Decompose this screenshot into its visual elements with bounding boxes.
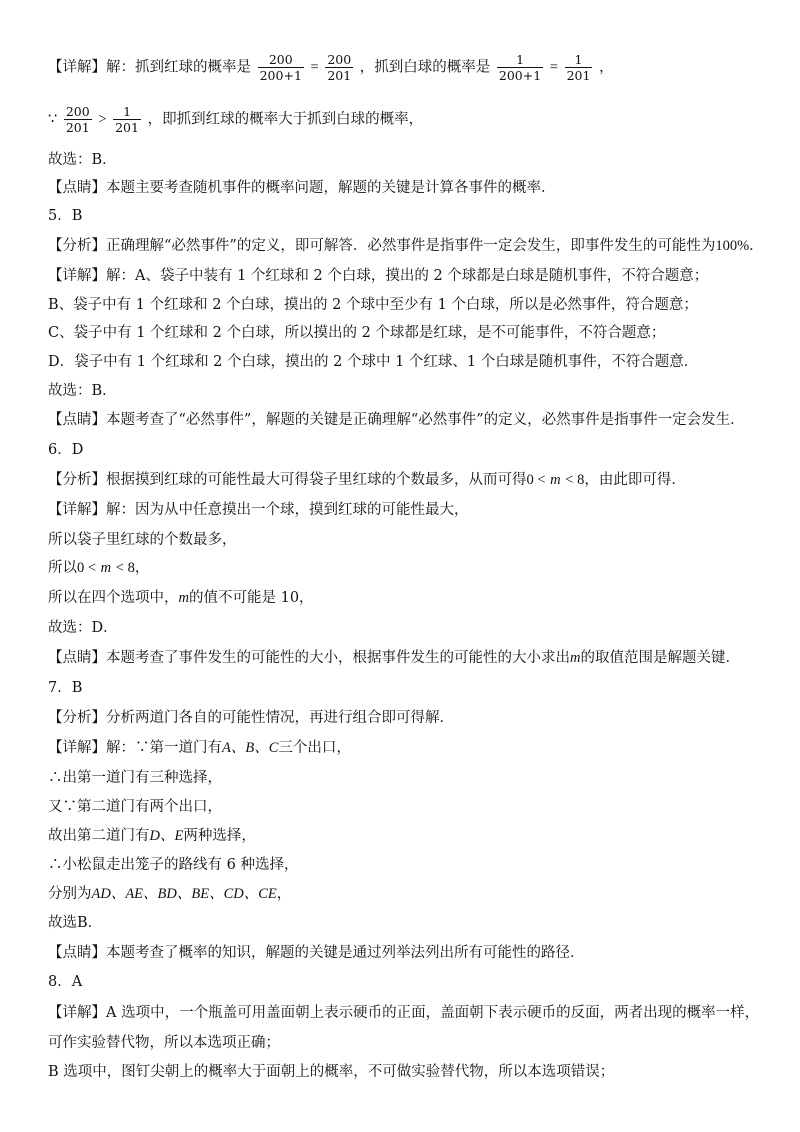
text-segment: 的值不可能是 10， [188, 590, 314, 606]
line-29: 故选B． [48, 915, 103, 931]
text-segment: 的取值范围是解题关键． [580, 650, 740, 666]
line-4: 【点睛】本题主要考查随机事件的概率问题，解题的关键是计算各事件的概率． [48, 180, 556, 196]
line-20 [48, 648, 770, 668]
text-segment: ，抓到白球的概率是 [359, 59, 491, 76]
line-33: 可作实验替代物，所以本选项正确； [48, 1035, 280, 1051]
text-segment: ，即抓到红球的概率大于抓到白球的概率， [147, 111, 424, 128]
line-18 [48, 588, 770, 608]
text-segment: ， [276, 886, 292, 902]
text-segment: 三个出口， [278, 740, 351, 756]
line-12: 【点睛】本题考查了“必然事件”，解题的关键是正确理解“必然事件”的定义，必然事件是指事件一定会发生． [48, 412, 745, 428]
line-25: 又∵第二道门有两个出口， [48, 799, 222, 815]
line-30: 【点睛】本题考查了概率的知识，解题的关键是通过列举法列出所有可能性的路径． [48, 945, 585, 961]
line-19: 故选：D． [48, 620, 118, 636]
line-14: 【分析】根据摸到红球的可能性最大可得袋子里红球的个数最多，从而可得0 < m < 8，由此即可得． [48, 472, 686, 488]
math-variable: AD、AE、BD、BE、CD、CE [91, 886, 277, 902]
fraction: $\frac{200}{201}$ [65, 104, 90, 135]
line-17: 所以0 < m < 8， [48, 560, 150, 576]
line-1 [48, 52, 770, 83]
math-variable: A、B、C [222, 740, 279, 756]
line-23 [48, 738, 770, 758]
text-segment: 【详解】解：∵第一道门有 [48, 740, 222, 756]
math-variable: m [570, 650, 581, 666]
line-11: 故选：B． [48, 383, 117, 399]
line-26 [48, 826, 770, 846]
text-segment: ，由此即可得． [584, 472, 686, 488]
line-21: 7．B [48, 680, 83, 696]
equals-sign: = [549, 59, 558, 76]
line-2 [48, 104, 770, 135]
line-24: ∴出第一道门有三种选择， [48, 770, 222, 786]
line-5: 5．B [48, 208, 83, 224]
line-22: 【分析】分析两道门各自的可能性情况，再进行组合即可得解． [48, 710, 454, 726]
line-9: C、袋子中有 1 个红球和 2 个白球，所以摸出的 2 个球都是红球，是不可能事件，不符合题意； [48, 325, 666, 341]
line-34: B 选项中，图钉尖朝上的概率大于面朝上的概率，不可做实验替代物，所以本选项错误； [48, 1064, 615, 1080]
text-segment: 故出第二道门有 [48, 828, 150, 844]
fraction: $\frac{1}{201}$ [115, 104, 139, 135]
math-variable: D、E [149, 828, 184, 844]
equals-sign: = [310, 59, 319, 76]
line-7: 【详解】解：A、袋子中装有 1 个红球和 2 个白球，摸出的 2 个球都是白球是随机事件，不符合题意； [48, 268, 709, 284]
text-segment: 【分析】正确理解“必然事件”的定义，即可解答．必然事件是指事件一定会发生，即事件发生的可能性为 [48, 238, 716, 254]
fraction: $\frac{200}{200+1}$ [259, 52, 302, 83]
text-segment: 【详解】解：抓到红球的概率是 [48, 59, 251, 76]
fraction: $\frac{1}{200+1}$ [498, 52, 542, 83]
text-segment: 【点睛】本题考查了事件发生的可能性的大小，根据事件发生的可能性的大小求出 [48, 650, 570, 666]
line-15: 【详解】解：因为从中任意摸出一个球，摸到红球的可能性最大， [48, 502, 469, 518]
fraction: $\frac{200}{201}$ [327, 52, 352, 83]
text-segment: ． [749, 238, 764, 254]
text-segment: ， [134, 560, 150, 576]
text-segment: 所以 [48, 560, 77, 576]
math-variable: m [550, 472, 561, 488]
line-6 [48, 236, 770, 256]
text-segment: 两种选择， [183, 828, 256, 844]
line-16: 所以袋子里红球的个数最多， [48, 532, 237, 548]
line-32: 【详解】A 选项中，一个瓶盖可用盖面朝上表示硬币的正面，盖面朝下表示硬币的反面，两者出现的概率一样， [48, 1005, 760, 1021]
greater-than-sign: > [98, 111, 107, 128]
math-variable: m [100, 560, 112, 576]
fraction: $\frac{1}{201}$ [566, 52, 591, 83]
line-10: D．袋子中有 1 个红球和 2 个白球，摸出的 2 个球中 1 个红球、1 个白球是随机事件，不符合题意． [48, 354, 699, 370]
text-segment: ， [599, 59, 614, 76]
line-8: B、袋子中有 1 个红球和 2 个白球，摸出的 2 个球中至少有 1 个白球，所以是必然事件，符合题意； [48, 297, 698, 313]
text-segment: 【分析】根据摸到红球的可能性最大可得袋子里红球的个数最多，从而可得 [48, 472, 527, 488]
line-3: 故选：B． [48, 152, 117, 168]
percent-value: 100% [715, 238, 750, 254]
math-variable: m [178, 590, 189, 606]
text-segment: 所以在四个选项中， [48, 590, 179, 606]
line-28 [48, 884, 770, 904]
text-segment: 分别为 [48, 886, 92, 902]
line-13: 6．D [48, 442, 84, 458]
because-symbol: ∵ [48, 111, 58, 128]
line-31: 8．A [48, 974, 83, 990]
line-27: ∴小松鼠走出笼子的路线有 6 种选择， [48, 857, 299, 873]
